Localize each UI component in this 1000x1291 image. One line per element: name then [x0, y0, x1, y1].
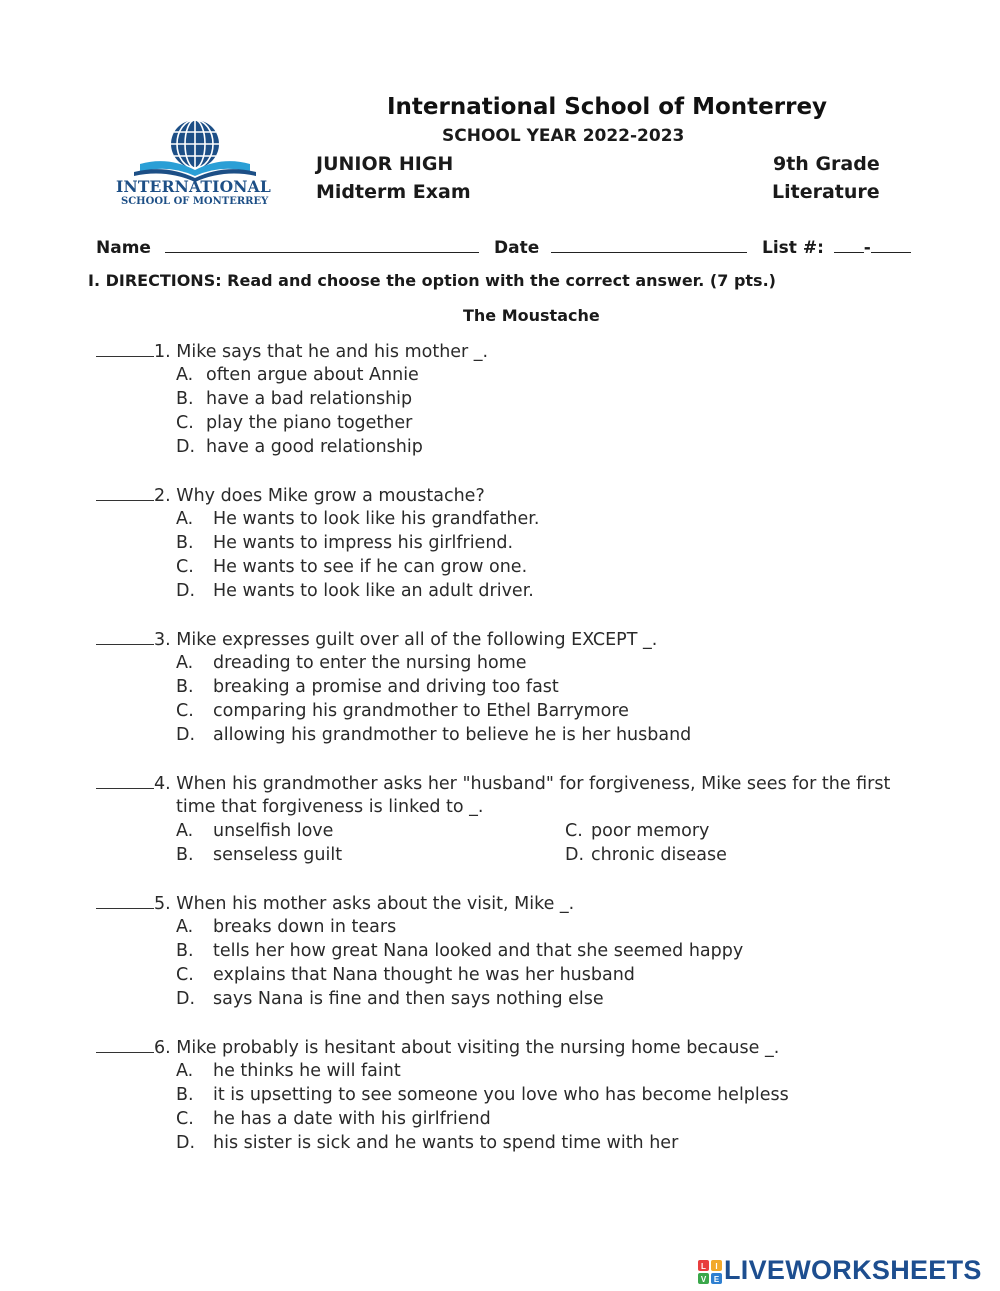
school-title: International School of Monterrey	[387, 94, 828, 120]
option: A. unselfish love	[176, 821, 334, 841]
list-line-2[interactable]	[871, 236, 911, 253]
list-label: List #:	[762, 238, 824, 258]
subject: Literature	[772, 181, 880, 203]
question-3	[96, 629, 657, 650]
option: D. He wants to look like an adult driver.	[176, 581, 534, 601]
name-label: Name	[96, 238, 151, 258]
question-text: 6. Mike probably is hesitant about visiting the nursing home because _.	[154, 1038, 780, 1058]
logo-text-school: SCHOOL OF MONTERREY	[121, 196, 269, 207]
question-4	[96, 773, 890, 794]
question-2	[96, 485, 485, 506]
logo-text-international: INTERNATIONAL	[116, 177, 271, 196]
question-1	[96, 341, 488, 362]
directions: I. DIRECTIONS: Read and choose the option with the correct answer. (7 pts.)	[88, 271, 776, 290]
option: C. poor memory	[565, 821, 710, 841]
question-text: 2. Why does Mike grow a moustache?	[154, 486, 485, 506]
option: A. often argue about Annie	[176, 365, 419, 385]
svg-text:E: E	[713, 1275, 720, 1284]
question-text: 4. When his grandmother asks her "husband" for forgiveness, Mike sees for the first	[154, 774, 891, 794]
liveworksheets-icon	[697, 1259, 723, 1285]
question-text: 1. Mike says that he and his mother _.	[154, 342, 489, 362]
option: D. chronic disease	[565, 845, 727, 865]
answer-blank[interactable]	[96, 485, 154, 501]
option: D. have a good relationship	[176, 437, 423, 457]
name-field[interactable]	[96, 236, 479, 258]
list-line-1[interactable]	[834, 236, 864, 253]
option: D. his sister is sick and he wants to spend time with her	[176, 1133, 679, 1153]
option: B. it is upsetting to see someone you love who has become helpless	[176, 1085, 789, 1105]
option: B. tells her how great Nana looked and that she seemed happy	[176, 941, 744, 961]
date-label: Date	[494, 238, 540, 258]
option: C. comparing his grandmother to Ethel Barrymore	[176, 701, 629, 721]
option: D. allowing his grandmother to believe he is her husband	[176, 725, 692, 745]
list-field[interactable]	[762, 236, 911, 258]
answer-blank[interactable]	[96, 893, 154, 909]
answer-blank[interactable]	[96, 629, 154, 645]
answer-blank[interactable]	[96, 1037, 154, 1053]
list-separator: -	[863, 238, 871, 258]
option: A. He wants to look like his grandfather.	[176, 509, 540, 529]
svg-text:I: I	[715, 1262, 718, 1271]
option: B. senseless guilt	[176, 845, 343, 865]
option: C. explains that Nana thought he was her husband	[176, 965, 635, 985]
globe-book-icon	[134, 120, 256, 182]
option: B. have a bad relationship	[176, 389, 413, 409]
svg-text:V: V	[700, 1275, 707, 1284]
question-5	[96, 893, 574, 914]
answer-blank[interactable]	[96, 773, 154, 789]
option: A. he thinks he will faint	[176, 1061, 401, 1081]
question-text: 5. When his mother asks about the visit, Mike _.	[154, 894, 575, 914]
option: A. breaks down in tears	[176, 917, 397, 937]
option: B. He wants to impress his girlfriend.	[176, 533, 514, 553]
option: C. He wants to see if he can grow one.	[176, 557, 528, 577]
question-text: 3. Mike expresses guilt over all of the following EXCEPT _.	[154, 630, 658, 650]
svg-text:L: L	[701, 1262, 706, 1271]
story-title: The Moustache	[463, 306, 600, 325]
answer-blank[interactable]	[96, 341, 154, 357]
question-4-continued: time that forgiveness is linked to _.	[176, 797, 484, 817]
date-line[interactable]	[551, 236, 747, 253]
option: C. play the piano together	[176, 413, 413, 433]
grade: 9th Grade	[773, 153, 880, 175]
option: D. says Nana is fine and then says nothing else	[176, 989, 604, 1009]
liveworksheets-brand[interactable]: LIVEWORKSHEETS	[724, 1255, 982, 1285]
exam-type: Midterm Exam	[316, 181, 471, 203]
question-6	[96, 1037, 779, 1058]
date-field[interactable]	[494, 236, 747, 258]
name-line[interactable]	[165, 236, 479, 253]
level: JUNIOR HIGH	[316, 153, 454, 175]
option: C. he has a date with his girlfriend	[176, 1109, 491, 1129]
school-year: SCHOOL YEAR 2022-2023	[442, 126, 685, 146]
option: B. breaking a promise and driving too fast	[176, 677, 559, 697]
option: A. dreading to enter the nursing home	[176, 653, 527, 673]
